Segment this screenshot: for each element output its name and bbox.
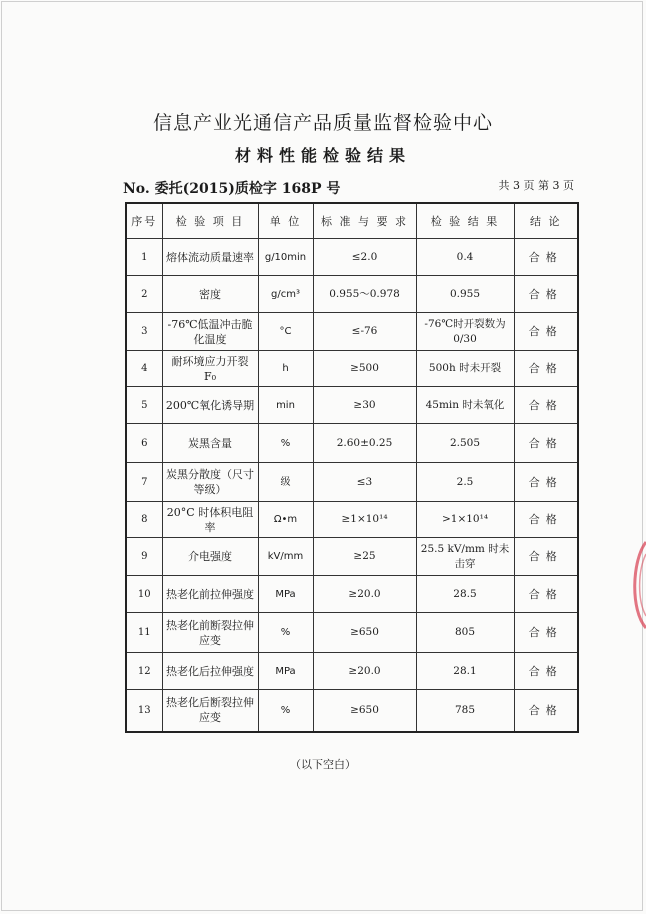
row-number: 5 [126,387,162,424]
verdict: 合格 [514,576,578,613]
test-item: 熔体流动质量速率 [162,239,258,276]
test-item: 介电强度 [162,538,258,576]
table-row [126,351,578,387]
test-item: 密度 [162,276,258,313]
col-header-unit: 单 位 [258,203,313,239]
col-header-result: 检 验 结 果 [416,203,514,239]
standard-requirement: ≥20.0 [313,653,416,690]
row-number: 4 [126,351,162,387]
standard-requirement: ≤-76 [313,313,416,351]
row-number: 13 [126,690,162,732]
table-row [126,276,578,313]
standard-requirement: ≥1×10¹⁴ [313,502,416,538]
test-item: 炭黑分散度（尺寸等级） [162,463,258,502]
col-header-standard: 标 准 与 要 求 [313,203,416,239]
test-item: 热老化后断裂拉伸应变 [162,690,258,732]
unit: °C [258,313,313,351]
verdict: 合格 [514,387,578,424]
test-result: 785 [416,690,514,732]
test-item: 热老化前断裂拉伸应变 [162,613,258,653]
test-item: 20°C 时体积电阻率 [162,502,258,538]
test-result: 28.1 [416,653,514,690]
row-number: 8 [126,502,162,538]
table-row [126,502,578,538]
row-number: 11 [126,613,162,653]
test-result: -76℃时开裂数为0/30 [416,313,514,351]
unit: g/10min [258,239,313,276]
standard-requirement: ≥20.0 [313,576,416,613]
standard-requirement: ≤3 [313,463,416,502]
row-number: 2 [126,276,162,313]
test-item: -76℃低温冲击脆化温度 [162,313,258,351]
test-item: 热老化前拉伸强度 [162,576,258,613]
verdict: 合格 [514,424,578,463]
unit: 级 [258,463,313,502]
test-item: 200℃氧化诱导期 [162,387,258,424]
test-result: 2.5 [416,463,514,502]
table-row [126,239,578,276]
row-number: 1 [126,239,162,276]
unit: kV/mm [258,538,313,576]
red-seal-stamp [624,540,646,630]
col-header-verdict: 结 论 [514,203,578,239]
col-header-no: 序号 [126,203,162,239]
verdict: 合格 [514,239,578,276]
test-result: 0.4 [416,239,514,276]
table-row [126,613,578,653]
report-number: No. 委托(2015)质检字 168P 号 [123,181,341,197]
table-row [126,538,578,576]
standard-requirement: ≥650 [313,613,416,653]
row-number: 12 [126,653,162,690]
test-result: 805 [416,613,514,653]
institution-title: 信息产业光通信产品质量监督检验中心 [152,112,493,134]
table-row [126,690,578,732]
verdict: 合格 [514,313,578,351]
unit: % [258,424,313,463]
verdict: 合格 [514,538,578,576]
verdict: 合格 [514,690,578,732]
standard-requirement: ≤2.0 [313,239,416,276]
test-result: 0.955 [416,276,514,313]
standard-requirement: 0.955～0.978 [313,276,416,313]
standard-requirement: ≥30 [313,387,416,424]
table-row [126,313,578,351]
verdict: 合格 [514,351,578,387]
row-number: 3 [126,313,162,351]
unit: MPa [258,653,313,690]
page-counter: 共 3 页 第 3 页 [498,179,574,192]
test-result: 28.5 [416,576,514,613]
report-subtitle: 材料性能检验结果 [234,146,411,165]
table-header-row [126,203,578,239]
row-number: 7 [126,463,162,502]
blank-below-note: （以下空白） [290,758,356,771]
test-result: 2.505 [416,424,514,463]
results-table [125,202,579,733]
standard-requirement: ≥500 [313,351,416,387]
unit: g/cm³ [258,276,313,313]
unit: % [258,690,313,732]
test-item: 耐环境应力开裂 F₀ [162,351,258,387]
verdict: 合格 [514,276,578,313]
unit: % [258,613,313,653]
test-result: 25.5 kV/mm 时未击穿 [416,538,514,576]
unit: min [258,387,313,424]
table-row [126,576,578,613]
table-row [126,424,578,463]
unit: Ω•m [258,502,313,538]
table-row [126,387,578,424]
unit: MPa [258,576,313,613]
test-result: 45min 时未氧化 [416,387,514,424]
standard-requirement: 2.60±0.25 [313,424,416,463]
test-item: 热老化后拉伸强度 [162,653,258,690]
standard-requirement: ≥650 [313,690,416,732]
test-item: 炭黑含量 [162,424,258,463]
verdict: 合格 [514,613,578,653]
row-number: 9 [126,538,162,576]
test-result: >1×10¹⁴ [416,502,514,538]
unit: h [258,351,313,387]
row-number: 10 [126,576,162,613]
verdict: 合格 [514,502,578,538]
row-number: 6 [126,424,162,463]
verdict: 合格 [514,463,578,502]
table-row [126,463,578,502]
col-header-item: 检 验 项 目 [162,203,258,239]
table-row [126,653,578,690]
test-result: 500h 时未开裂 [416,351,514,387]
standard-requirement: ≥25 [313,538,416,576]
verdict: 合格 [514,653,578,690]
